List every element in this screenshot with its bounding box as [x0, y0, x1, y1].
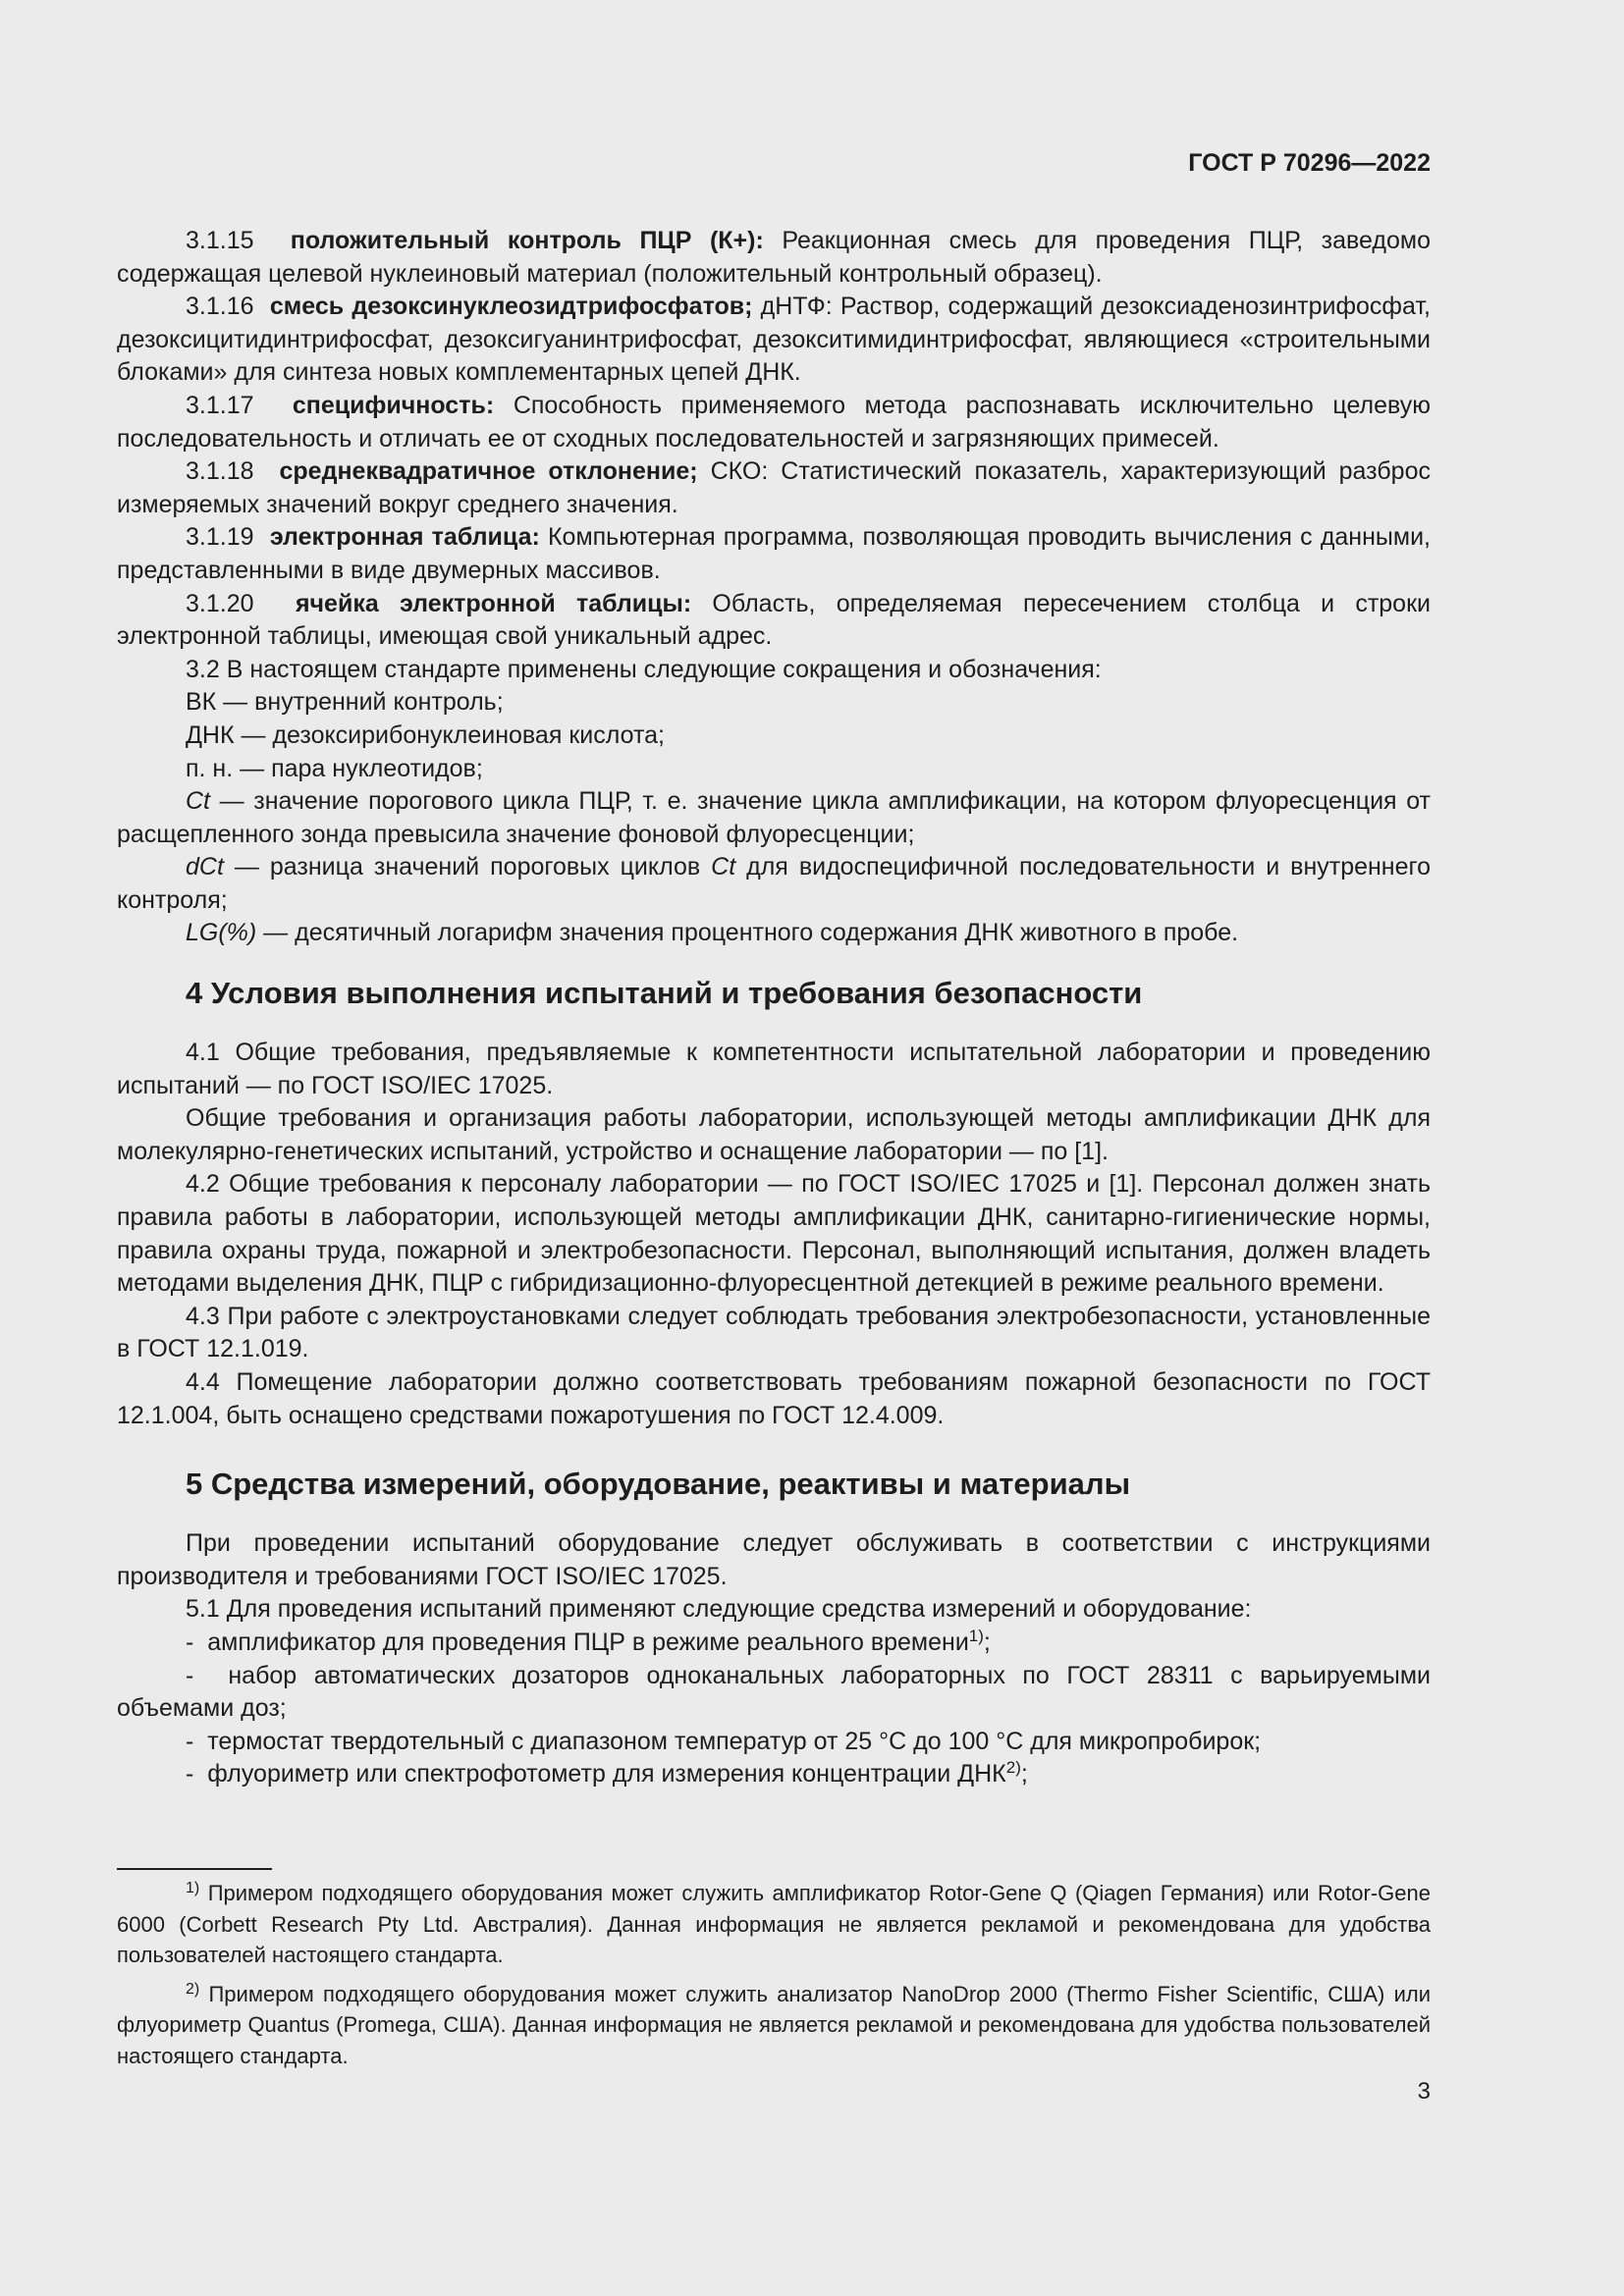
symbol-text: — десятичный логарифм значения процентного содержания ДНК животного в пробе.: [256, 919, 1239, 947]
definition-3-1-16: [117, 291, 1431, 390]
clause-3-2: 3.2 В настоящем стандарте применены следующие сокращения и обозначения:: [186, 655, 1102, 683]
term: ячейка электронной таблицы:: [295, 589, 692, 617]
clause-5-1: 5.1 Для проведения испытаний применяют следующие средства измерений и оборудование:: [186, 1595, 1252, 1624]
list-item-end: ;: [1020, 1760, 1028, 1789]
symbol-text: — значение порогового цикла ПЦР, т. е. значение цикла амплификации, на котором флуоресценция от расщепленного зонда превысила значение фоновой флуоресценции;: [117, 787, 1431, 848]
list-item: [117, 1758, 1431, 1791]
term: электронная таблица:: [269, 523, 540, 552]
list-dash: -: [186, 1628, 194, 1656]
footnotes: [117, 1868, 1431, 2079]
definition-text: дНТФ: Раствор, содержащий дезоксиаденозинтрифосфат, дезоксицитидинтрифосфат, дезоксигуанинтрифосфат, дезокситимидинтрифосфат, являющиеся «строительными блоками» для синтеза новых комплементарных цепей ДНК.: [117, 293, 1431, 387]
section-5-intro: При проведении испытаний оборудование следует обслуживать в соответствии с инструкциями производителя и требованиями ГОСТ ISO/IEC 17025.: [117, 1529, 1431, 1590]
clause-number: 3.1.17: [186, 391, 254, 419]
list-item-text: термостат твердотельный с диапазоном температур от 25 °С до 100 °С для микропробирок;: [207, 1727, 1262, 1755]
clause-4-1-paragraph: Общие требования и организация работы лаборатории, использующей методы амплификации ДНК для молекулярно-генетических испытаний, устройство и оснащение лаборатории — по [1].: [117, 1104, 1431, 1165]
clause-4-2: 4.2 Общие требования к персоналу лаборатории — по ГОСТ ISO/IEC 17025 и [1]. Персонал должен знать правила работы в лаборатории, использующей методы амплификации ДНК, санитарно-гигиенические нормы, правила охраны труда, пожарной и электробезопасности. Персонал, выполняющий испытания, должен владеть методами выделения ДНК, ПЦР с гибридизационно-флуоресцентной детекцией в режиме реального времени.: [117, 1170, 1431, 1298]
clause-4-4: 4.4 Помещение лаборатории должно соответствовать требованиям пожарной безопасности по ГОСТ 12.1.004, быть оснащено средствами пожаротушения по ГОСТ 12.4.009.: [117, 1368, 1431, 1429]
symbol: dCt: [186, 853, 224, 881]
standard-header: ГОСТ Р 70296—2022: [1188, 149, 1431, 177]
footnote-2: [117, 1979, 1431, 2072]
list-item-text: набор автоматических дозаторов одноканальных лабораторных по ГОСТ 28311 с варьируемыми объемами доз;: [117, 1661, 1431, 1723]
definition-3-1-20: [117, 588, 1431, 654]
symbol-dct: [117, 851, 1431, 917]
symbol-lg: [117, 917, 1431, 950]
page-body: [117, 225, 1431, 1791]
clause-number: 3.1.15: [186, 227, 254, 254]
term: специфичность:: [292, 391, 495, 419]
footnote-ref[interactable]: 1): [968, 1626, 984, 1645]
section-4-heading: 4 Условия выполнения испытаний и требования безопасности: [186, 976, 1143, 1011]
clause-4-3: 4.3 При работе с электроустановками следует соблюдать требования электробезопасности, установленные в ГОСТ 12.1.019.: [117, 1302, 1431, 1363]
term: смесь дезоксинуклеозидтрифосфатов;: [269, 293, 753, 321]
symbol-text: — разница значений пороговых циклов: [223, 853, 712, 881]
clause-number: 3.1.16: [186, 293, 254, 321]
definition-3-1-19: [117, 521, 1431, 587]
footnote-mark: 1): [186, 1880, 200, 1896]
symbol-text: для видоспецифичной последовательности и внутреннего контроля;: [117, 853, 1431, 914]
definition-3-1-17: [117, 390, 1431, 455]
footnote-ref[interactable]: 2): [1005, 1758, 1021, 1778]
clause-number: 3.1.18: [186, 457, 254, 486]
list-item-text: амплификатор для проведения ПЦР в режиме реального времени: [207, 1628, 969, 1656]
symbol: Ct: [711, 853, 736, 881]
list-dash: -: [186, 1661, 194, 1689]
definition-text: Способность применяемого метода распознавать исключительно целевую последовательность и отличать ее от сходных последовательностей и загрязняющих примесей.: [117, 391, 1431, 453]
clause-number: 3.1.19: [186, 523, 254, 552]
clause-number: 3.1.20: [186, 589, 254, 617]
symbol: LG(%): [186, 919, 257, 947]
term: положительный контроль ПЦР (К+):: [290, 227, 764, 254]
definition-text: Реакционная смесь для проведения ПЦР, заведомо содержащая целевой нуклеиновый материал (положительный контрольный образец).: [117, 227, 1431, 288]
list-item: [117, 1726, 1431, 1759]
footnote-text: Примером подходящего оборудования может служить амплификатор Rotor-Gene Q (Qiagen Германия) или Rotor-Gene 6000 (Corbett Research Pty Ltd. Австралия). Данная информация не является рекламой и рекомендована для удобства пользователей настоящего стандарта.: [117, 1881, 1431, 1967]
definition-3-1-15: [117, 225, 1431, 291]
list-item-text: флуориметр или спектрофотометр для измерения концентрации ДНК: [207, 1760, 1006, 1789]
definition-text: Компьютерная программа, позволяющая проводить вычисления с данными, представленными в виде двумерных массивов.: [117, 523, 1431, 584]
abbreviation-item: п. н. — пара нуклеотидов;: [186, 754, 483, 782]
list-item: [117, 1627, 1431, 1660]
definition-text: Область, определяемая пересечением столбца и строки электронной таблицы, имеющая свой уникальный адрес.: [117, 589, 1431, 651]
section-5-heading: 5 Средства измерений, оборудование, реактивы и материалы: [186, 1467, 1131, 1502]
definition-3-1-18: [117, 455, 1431, 521]
abbreviation-item: ВК — внутренний контроль;: [186, 688, 504, 717]
page-number: 3: [1417, 2078, 1431, 2105]
abbreviation-item: ДНК — дезоксирибонуклеиновая кислота;: [186, 721, 665, 749]
list-dash: -: [186, 1760, 194, 1789]
definition-text: СКО: Статистический показатель, характеризующий разброс измеряемых значений вокруг среднего значения.: [117, 457, 1431, 518]
symbol: Ct: [186, 787, 210, 816]
list-item: [117, 1660, 1431, 1726]
list-item-end: ;: [983, 1628, 991, 1656]
clause-4-1: 4.1 Общие требования, предъявляемые к компетентности испытательной лаборатории и проведению испытаний — по ГОСТ ISO/IEC 17025.: [117, 1039, 1431, 1099]
footnote-text: Примером подходящего оборудования может служить анализатор NanoDrop 2000 (Thermo Fisher Scientific, США) или флуориметр Quantus (Promega, США). Данная информация не является рекламой и рекомендована для удобства пользователей настоящего стандарта.: [117, 1981, 1431, 2068]
list-dash: -: [186, 1727, 194, 1755]
symbol-ct: [117, 785, 1431, 851]
footnote-1: [117, 1878, 1431, 1971]
term: среднеквадратичное отклонение;: [279, 457, 698, 486]
footnote-mark: 2): [186, 1980, 200, 1998]
footnote-separator: [117, 1868, 272, 1870]
